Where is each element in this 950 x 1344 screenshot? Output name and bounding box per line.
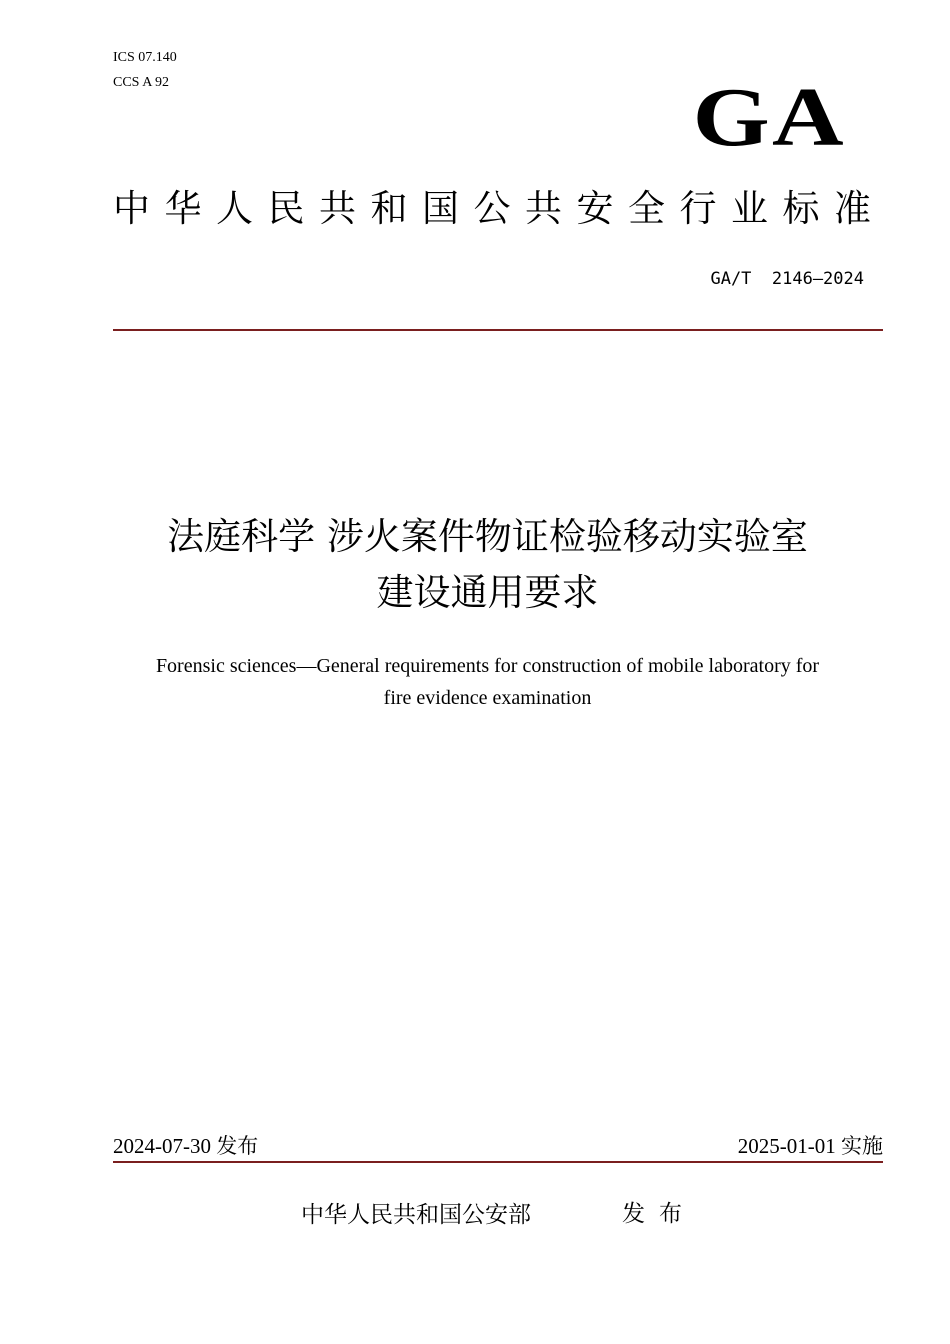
issue-word: 发布 — [622, 1201, 696, 1227]
title-cn-line-1: 法庭科学 涉火案件物证检验移动实验室 — [167, 515, 808, 558]
title-en-line-1: Forensic sciences—General requirements for construction of mobile laboratory for — [155, 655, 820, 677]
bottom-divider — [113, 1161, 883, 1163]
title-cn-line-2: 建设通用要求 — [376, 571, 599, 614]
standard-number: GA/T 2146—2024 — [710, 269, 864, 289]
top-divider — [113, 329, 883, 331]
issue-date: 2024-07-30 发布 — [113, 1134, 259, 1158]
issuing-authority: 中华人民共和国公安部 — [301, 1202, 531, 1228]
ga-logo: GA — [692, 71, 846, 164]
implementation-date: 2025-01-01 实施 — [737, 1134, 883, 1158]
ccs-code: CCS A 92 — [113, 75, 170, 90]
ics-code: ICS 07.140 — [113, 50, 177, 65]
title-en-line-2: fire evidence examination — [383, 687, 592, 709]
standard-category-title: 中华人民共和国公共安全行业标准 — [113, 187, 886, 230]
